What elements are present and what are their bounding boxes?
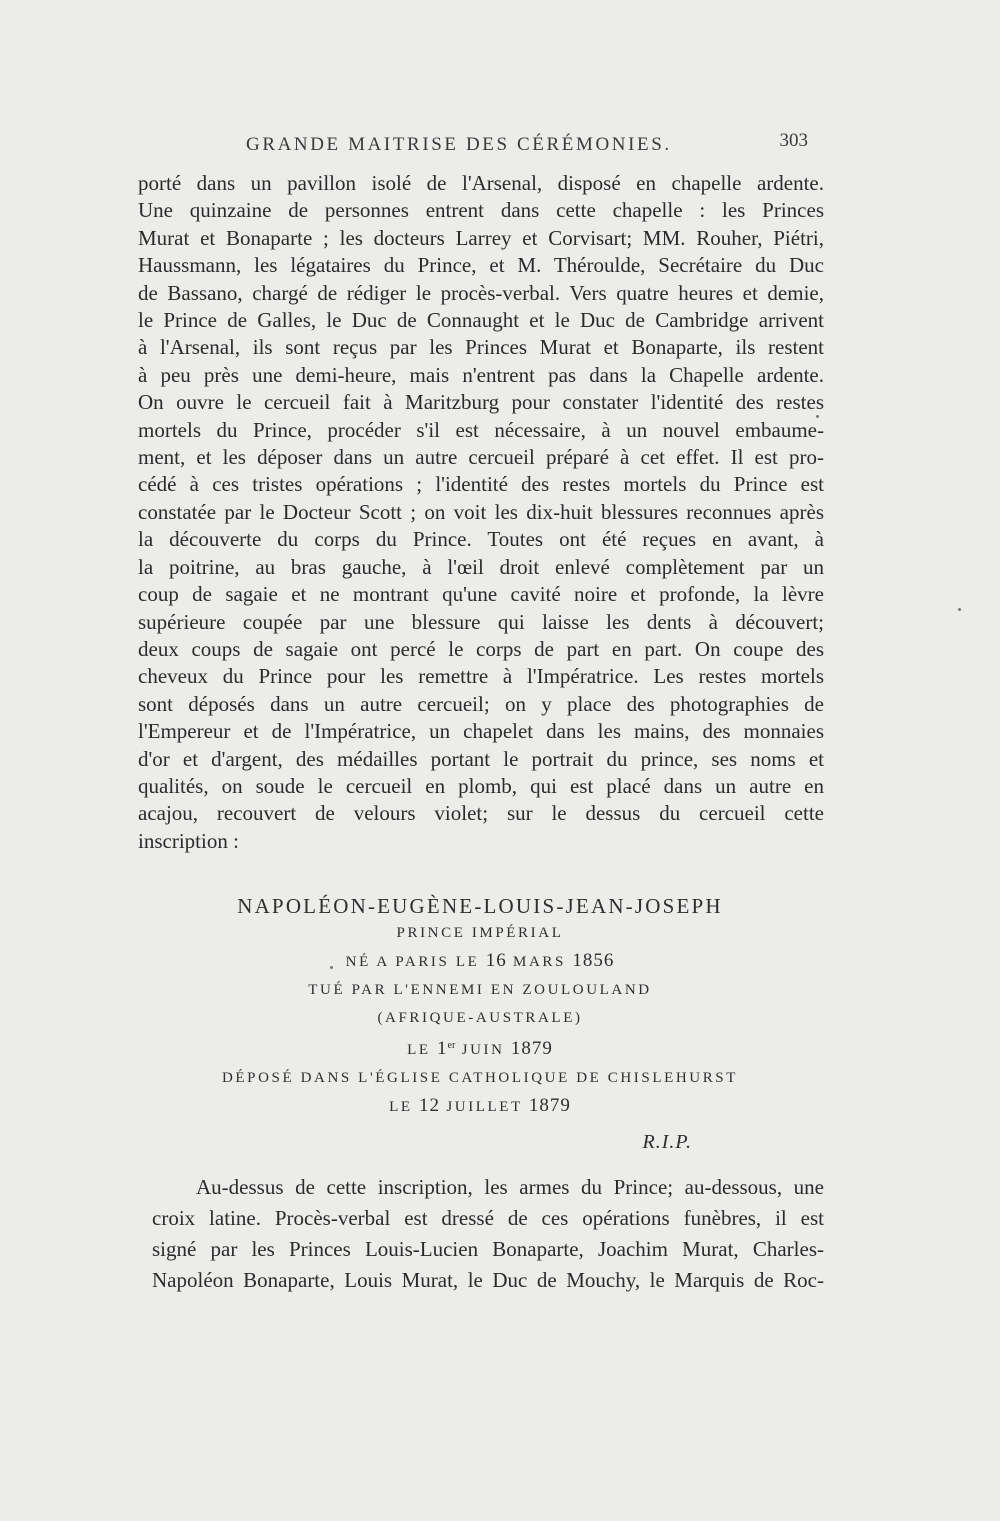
- text-line: cheveux du Prince pour les remettre à l'Impératrice. Les restes mortels: [138, 664, 824, 689]
- text-line: le Prince de Galles, le Duc de Connaught et le Duc de Cambridge arrivent: [138, 308, 824, 333]
- text-line: la poitrine, au bras gauche, à l'œil droit enlevé complètement par un: [138, 554, 824, 579]
- inscription-birth: NÉ A PARIS LE 16 MARS 1856: [345, 950, 615, 971]
- page-number: 303: [779, 130, 808, 151]
- text-line: inscription :: [138, 828, 239, 853]
- inscription-deposited: DÉPOSÉ DANS L'ÉGLISE CATHOLIQUE DE CHISLEHURST: [221, 1070, 739, 1086]
- inscription-rip: R.I.P.: [642, 1131, 692, 1153]
- epitaph-inscription: [140, 888, 820, 1154]
- text-line: Murat et Bonaparte ; les docteurs Larrey et Corvisart; MM. Rouher, Piétri,: [138, 225, 824, 250]
- text-line: d'or et d'argent, des médailles portant le portrait du prince, ses noms et: [138, 746, 824, 771]
- text-line: ment, et les déposer dans un autre cercueil préparé à cet effet. Il est pro-: [138, 445, 824, 470]
- text-line: la découverte du corps du Prince. Toutes ont été reçues en avant, à: [138, 527, 824, 552]
- inscription-name: NAPOLÉON-EUGÈNE-LOUIS-JEAN-JOSEPH: [237, 894, 723, 918]
- text-line: croix latine. Procès-verbal est dressé de ces opérations funèbres, il est: [152, 1206, 824, 1230]
- running-title: GRANDE MAITRISE DES CÉRÉMONIES.: [246, 134, 672, 155]
- text-line: supérieure coupée par une blessure qui laisse les dents à découvert;: [138, 609, 824, 634]
- text-line: à l'Arsenal, ils sont reçus par les Princes Murat et Bonaparte, ils restent: [138, 335, 824, 360]
- text-line: à peu près une demi-heure, mais n'entrent pas dans la Chapelle ardente.: [138, 362, 824, 387]
- text-line: On ouvre le cercueil fait à Maritzburg pour constater l'identité des restes: [138, 390, 824, 415]
- text-line: constatée par le Docteur Scott ; on voit les dix-huit blessures reconnues après: [138, 499, 824, 524]
- text-line: deux coups de sagaie ont percé le corps de part en part. On coupe des: [138, 636, 824, 661]
- text-line: signé par les Princes Louis-Lucien Bonaparte, Joachim Murat, Charles-: [152, 1237, 824, 1261]
- text-line: Une quinzaine de personnes entrent dans cette chapelle : les Princes: [138, 198, 824, 223]
- inscription-death-date: LE 1er JUIN 1879: [407, 1038, 553, 1059]
- closing-paragraph: [152, 1172, 824, 1296]
- text-line: cédé à ces tristes opérations ; l'identité des restes mortels du Prince est: [138, 472, 824, 497]
- text-line: acajou, recouvert de velours violet; sur le dessus du cercueil cette: [138, 801, 824, 826]
- main-paragraph: [138, 170, 824, 855]
- text-line: Haussmann, les légataires du Prince, et M. Théroulde, Secrétaire du Duc: [138, 253, 824, 278]
- running-header: [140, 128, 820, 162]
- paper-speck: [958, 608, 961, 611]
- text-line: Napoléon Bonaparte, Louis Murat, le Duc de Mouchy, le Marquis de Roc-: [152, 1268, 824, 1292]
- text-line: sont déposés dans un autre cercueil; on y place des photographies de: [138, 691, 824, 716]
- inscription-killed: TUÉ PAR L'ENNEMI EN ZOULOULAND: [308, 982, 652, 998]
- inscription-title: PRINCE IMPÉRIAL: [396, 925, 564, 941]
- text-line: porté dans un pavillon isolé de l'Arsenal, disposé en chapelle ardente.: [138, 171, 824, 195]
- paper-speck: [816, 415, 819, 418]
- text-line: Au-dessus de cette inscription, les armes du Prince; au-dessous, une: [196, 1175, 824, 1199]
- inscription-region: (AFRIQUE-AUSTRALE): [377, 1010, 583, 1026]
- text-line: mortels du Prince, procéder s'il est nécessaire, à un nouvel embaume-: [138, 417, 824, 442]
- paper-speck: [330, 966, 333, 969]
- text-line: coup de sagaie et ne montrant qu'une cavité noire et profonde, la lèvre: [138, 582, 824, 607]
- inscription-deposit-date: LE 12 JUILLET 1879: [389, 1095, 571, 1116]
- text-line: l'Empereur et de l'Impératrice, un chapelet dans les mains, des monnaies: [138, 719, 824, 744]
- text-line: qualités, on soude le cercueil en plomb, qui est placé dans un autre en: [138, 773, 824, 798]
- text-line: de Bassano, chargé de rédiger le procès-verbal. Vers quatre heures et demie,: [138, 280, 824, 305]
